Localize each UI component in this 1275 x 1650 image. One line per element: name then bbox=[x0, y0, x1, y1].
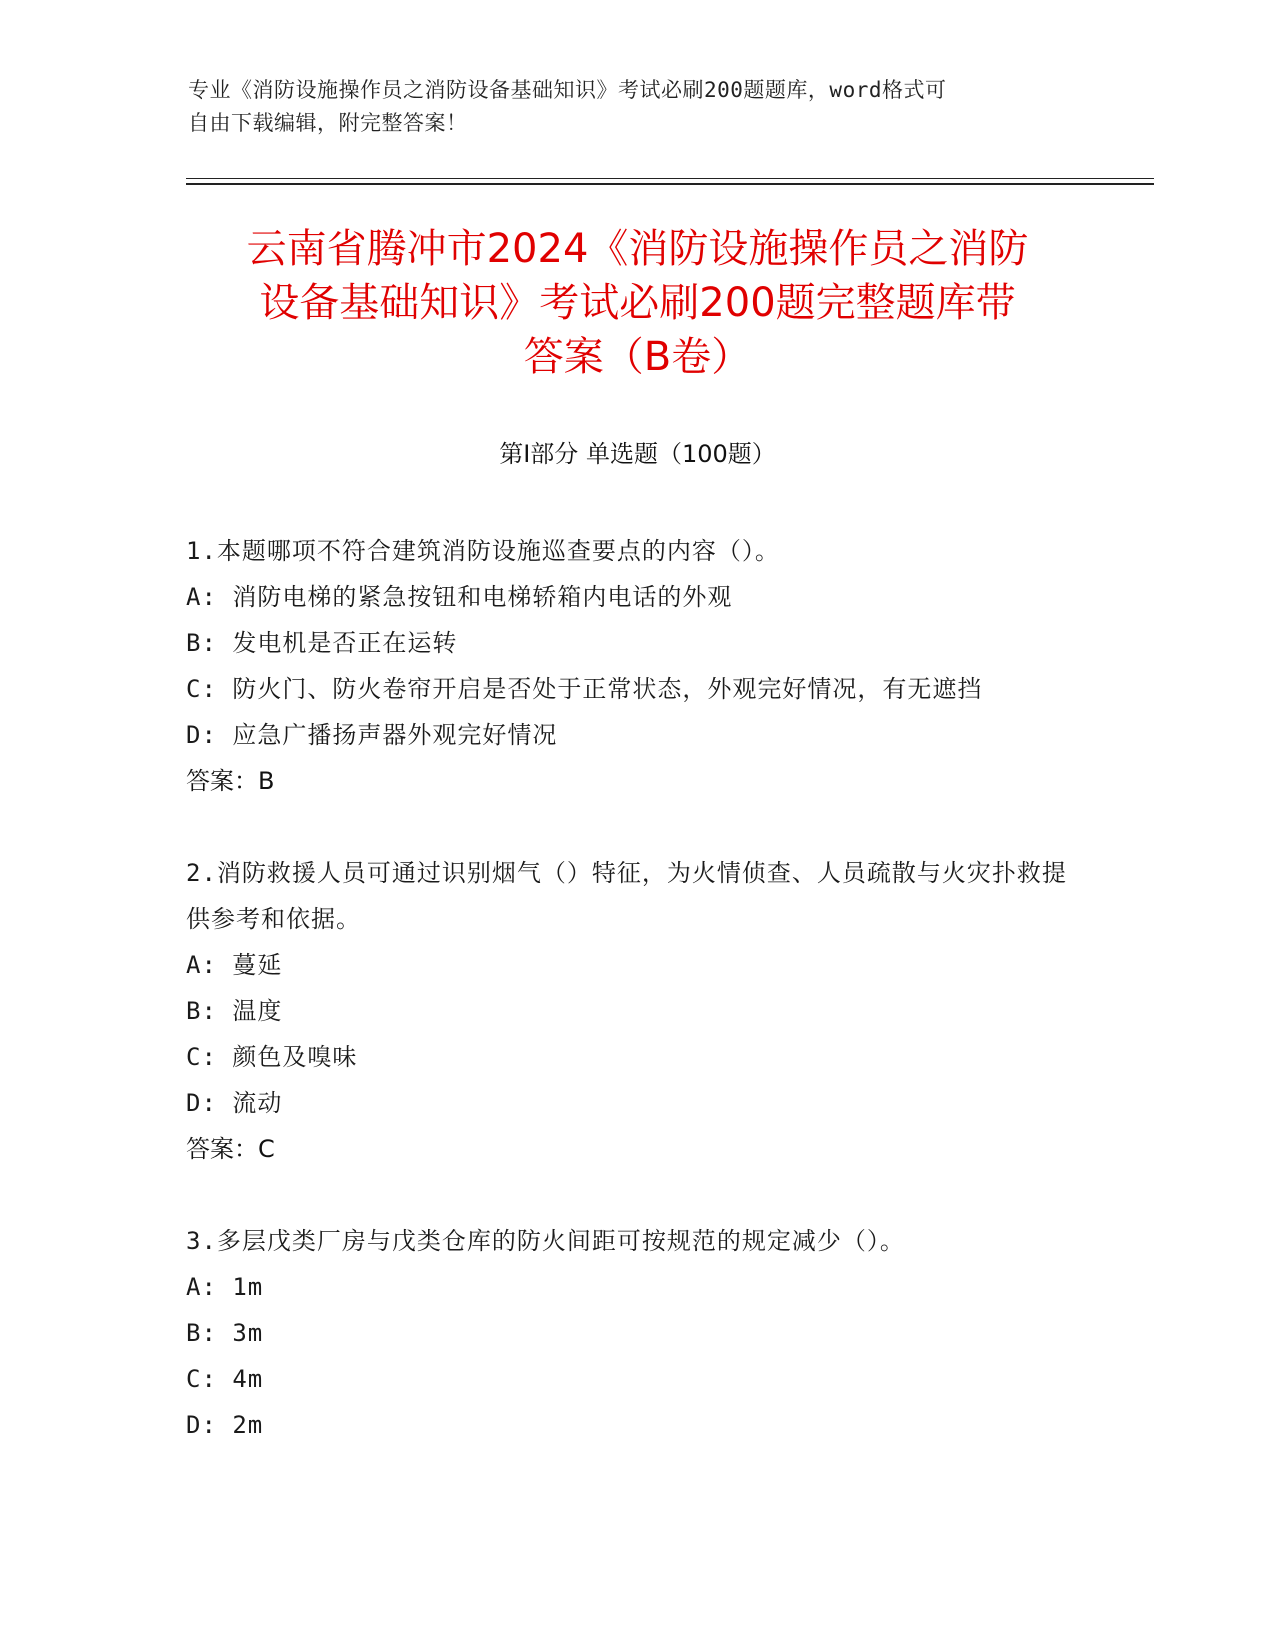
header-note bbox=[188, 74, 1068, 140]
option-c: C: 4m bbox=[186, 1365, 264, 1393]
option-c: C: 防火门、防火卷帘开启是否处于正常状态，外观完好情况，有无遮挡 bbox=[186, 675, 983, 703]
section-title: 第I部分 单选题（100题） bbox=[499, 440, 776, 468]
title-line-3: 答案（B卷） bbox=[523, 334, 752, 380]
question-1 bbox=[186, 528, 1086, 804]
option-b: B: 温度 bbox=[186, 997, 283, 1025]
option-a: A: 蔓延 bbox=[186, 951, 283, 979]
document-title bbox=[150, 222, 1125, 384]
option-c: C: 颜色及嗅味 bbox=[186, 1043, 358, 1071]
title-line-2: 设备基础知识》考试必刷200题完整题库带 bbox=[259, 280, 1016, 326]
option-a: A: 1m bbox=[186, 1273, 264, 1301]
answer: 答案：C bbox=[186, 1135, 275, 1163]
question-list bbox=[186, 528, 1086, 1494]
option-a: A: 消防电梯的紧急按钮和电梯轿箱内电话的外观 bbox=[186, 583, 733, 611]
option-b: B: 发电机是否正在运转 bbox=[186, 629, 458, 657]
question-text: 3.多层戊类厂房与戊类仓库的防火间距可按规范的规定减少（）。 bbox=[186, 1227, 905, 1255]
option-d: D: 应急广播扬声器外观完好情况 bbox=[186, 721, 558, 749]
option-b: B: 3m bbox=[186, 1319, 264, 1347]
header-note-line-1: 专业《消防设施操作员之消防设备基础知识》考试必刷200题题库，word格式可 bbox=[188, 78, 947, 102]
question-3 bbox=[186, 1218, 1086, 1448]
question-text: 1.本题哪项不符合建筑消防设施巡查要点的内容（）。 bbox=[186, 537, 780, 565]
divider-thick bbox=[186, 183, 1154, 185]
option-d: D: 流动 bbox=[186, 1089, 283, 1117]
divider-thin bbox=[186, 178, 1154, 179]
title-line-1: 云南省腾冲市2024《消防设施操作员之消防 bbox=[246, 226, 1029, 272]
option-d: D: 2m bbox=[186, 1411, 264, 1439]
header-note-line-2: 自由下载编辑，附完整答案！ bbox=[188, 111, 468, 135]
question-2 bbox=[186, 850, 1086, 1172]
answer: 答案：B bbox=[186, 767, 275, 795]
question-text: 2.消防救援人员可通过识别烟气（）特征，为火情侦查、人员疏散与火灾扑救提供参考和依据。 bbox=[186, 859, 1067, 933]
